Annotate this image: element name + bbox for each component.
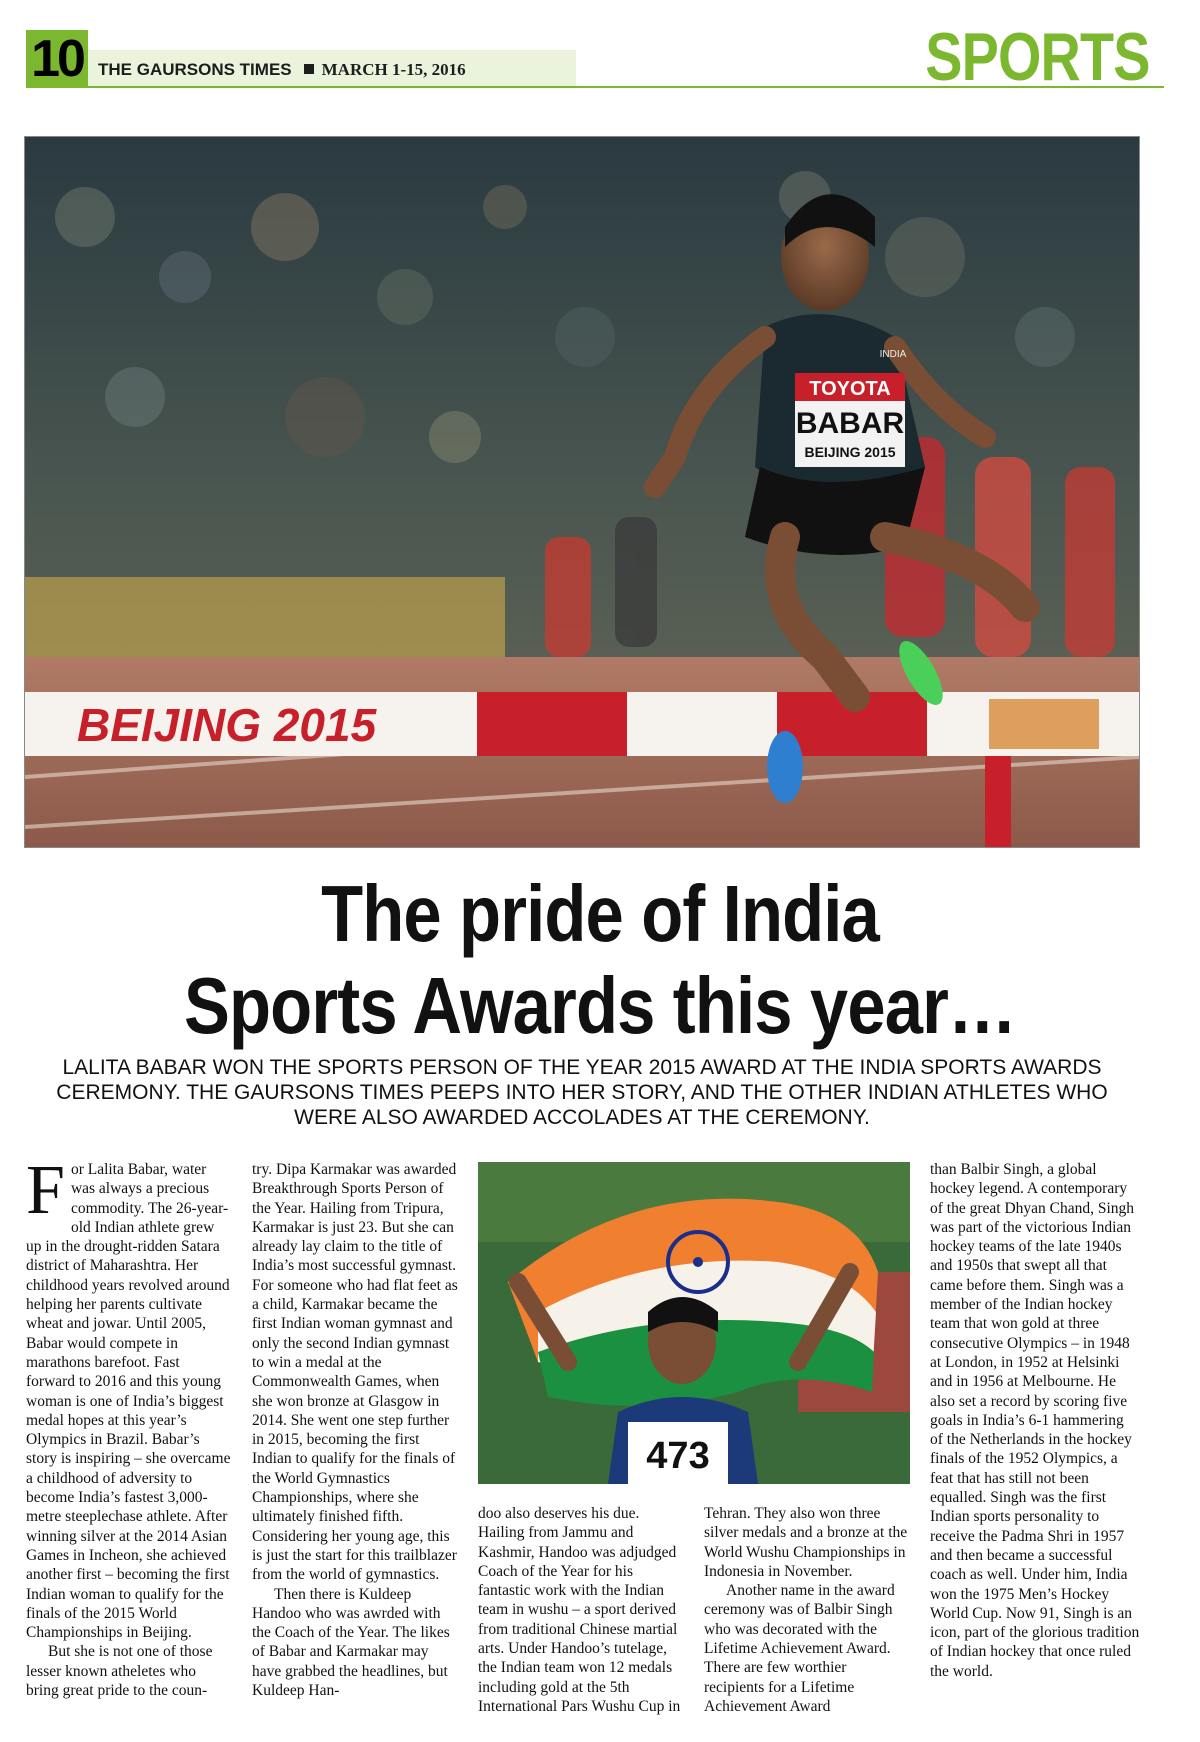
inset-photo-illustration [478, 1162, 910, 1484]
barrier-red-stripe [477, 692, 627, 756]
article-column-3 [478, 1504, 684, 1716]
hero-photo-illustration [25, 137, 1139, 847]
headline-line-1: The pride of India [321, 869, 879, 958]
article-column-5 [930, 1160, 1140, 1681]
inset-photo [478, 1162, 910, 1484]
column-4-paragraph-2: Another name in the award ceremony was of Balbir Singh who was decorated with the Lifetime Achievement Award. There are few worthier recipients for a Lifetime Achievement Award [704, 1582, 895, 1715]
bib-number: 473 [646, 1435, 710, 1477]
article-column-1 [26, 1152, 232, 1700]
column-2-paragraph-1: try. Dipa Karmakar was awarded Breakthrough Sports Person of the Year. Hailing from Tripura, Karmakar is just 23. But she can already lay claim to the title of India’s most successful gymnast. For someone who had flat feet as a child, Karmakar became the first Indian woman gymnast and only the second Indian gymnast to win a medal at the Commonwealth Games, when she won bronze at Glasgow in 2014. She went one step further in 2015, becoming the first Indian to qualify for the finals of the World Gymnastics Championships, where she ultimately finished fifth. Considering her young age, this is just the start for this trailblazer from the world of gymnastics. [252, 1161, 458, 1584]
column-2-paragraph-2: Then there is Kuldeep Handoo who was awrded with the Coach of the Year. The likes of Babar and Karmakar may have grabbed the headlines, but Kuldeep Han- [252, 1585, 450, 1700]
separator-square [304, 64, 314, 74]
article-column-4 [704, 1504, 910, 1716]
issue-date: MARCH 1-15, 2016 [321, 60, 466, 79]
publication-name: THE GAURSONS TIMES [98, 60, 292, 79]
bib-sponsor: TOYOTA [809, 378, 891, 400]
advertising-board [25, 577, 505, 667]
article-deck: LALITA BABAR WON THE SPORTS PERSON OF THE YEAR 2015 AWARD AT THE INDIA SPORTS AWARDS CEREMONY. THE GAURSONS TIMES PEEPS INTO HER STORY, AND THE OTHER INDIAN ATHLETES WHO WERE ALSO AWARDED ACCOLADES AT THE CEREMONY. [56, 1056, 1108, 1129]
column-4-paragraph-1: Tehran. They also won three silver medals and a bronze at the World Wushu Championships in Indonesia in November. [704, 1505, 908, 1580]
bib-name: BABAR [795, 407, 905, 440]
drop-cap: F [26, 1152, 65, 1229]
column-5-paragraph-1: than Balbir Singh, a global hockey legend. A contemporary of the great Dhyan Chand, Singh was part of the victorious Indian hockey teams of the late 1940s and 1950s that swept all that came before them. Singh was a member of the Indian hockey team that won gold at three consecutive Olympics – in 1948 at London, in 1952 at Helsinki and in 1956 at Melbourne. He also set a record by scoring five goals in India’s 6-1 hammering of the Netherlands in the hockey finals of the 1952 Olympics, a feat that has still not been equalled. Singh was the first Indian sports personality to receive the Padma Shri in 1957 and then became a successful coach as well. Under him, India won the 1975 Men’s Hockey World Cup. Now 91, Singh is an icon, part of the glorious tradition of Indian hockey that once ruled the world. [930, 1161, 1140, 1680]
bib-event: BEIJING 2015 [804, 444, 896, 460]
chakra-center [693, 1257, 703, 1267]
hero-photo [24, 136, 1140, 848]
column-1-paragraph-1: or Lalita Babar, water was always a precious commodity. The 26-year-old Indian athlete grew up in the drought-ridden Satara district of Maharashtra. Her childhood years revolved around helping her parents cultivate wheat and jowar. Until 2005, Babar would compete in marathons barefoot. Fast forward to 2016 and this young woman is one of India’s biggest medal hopes at this year’s Olympics in Brazil. Babar’s story is inspiring – she overcame a childhood of adversity to become India’s fastest 3,000-metre steeplechase athlete. After winning silver at the 2014 Asian Games in Incheon, she achieved another first – becoming the first Indian woman to qualify for the finals of the 2015 World Championships in Beijing. [26, 1161, 231, 1642]
championships-logo [989, 699, 1099, 749]
column-3-paragraph-1: doo also deserves his due. Hailing from Jammu and Kashmir, Handoo was adjudged Coach of the Year for his fantastic work with the Indian team in wushu – a sport derived from traditional Chinese martial arts. Under Handoo’s tutelage, the Indian team won 12 medals including gold at the 5th International Pars Wushu Cup in [478, 1505, 681, 1715]
column-1-paragraph-2: But she is not one of those lesser known atheletes who bring great pride to the coun- [26, 1643, 213, 1700]
masthead-strip [88, 50, 576, 88]
article-column-2 [252, 1160, 458, 1700]
barrier-text: BEIJING 2015 [77, 699, 377, 751]
headline [40, 868, 1160, 1052]
bib-country: INDIA [879, 349, 907, 360]
section-title: SPORTS [925, 19, 1150, 95]
barrier-post [985, 756, 1011, 847]
masthead [26, 19, 1150, 95]
page-number: 10 [26, 30, 88, 88]
headline-line-2: Sports Awards this year… [183, 961, 1016, 1050]
